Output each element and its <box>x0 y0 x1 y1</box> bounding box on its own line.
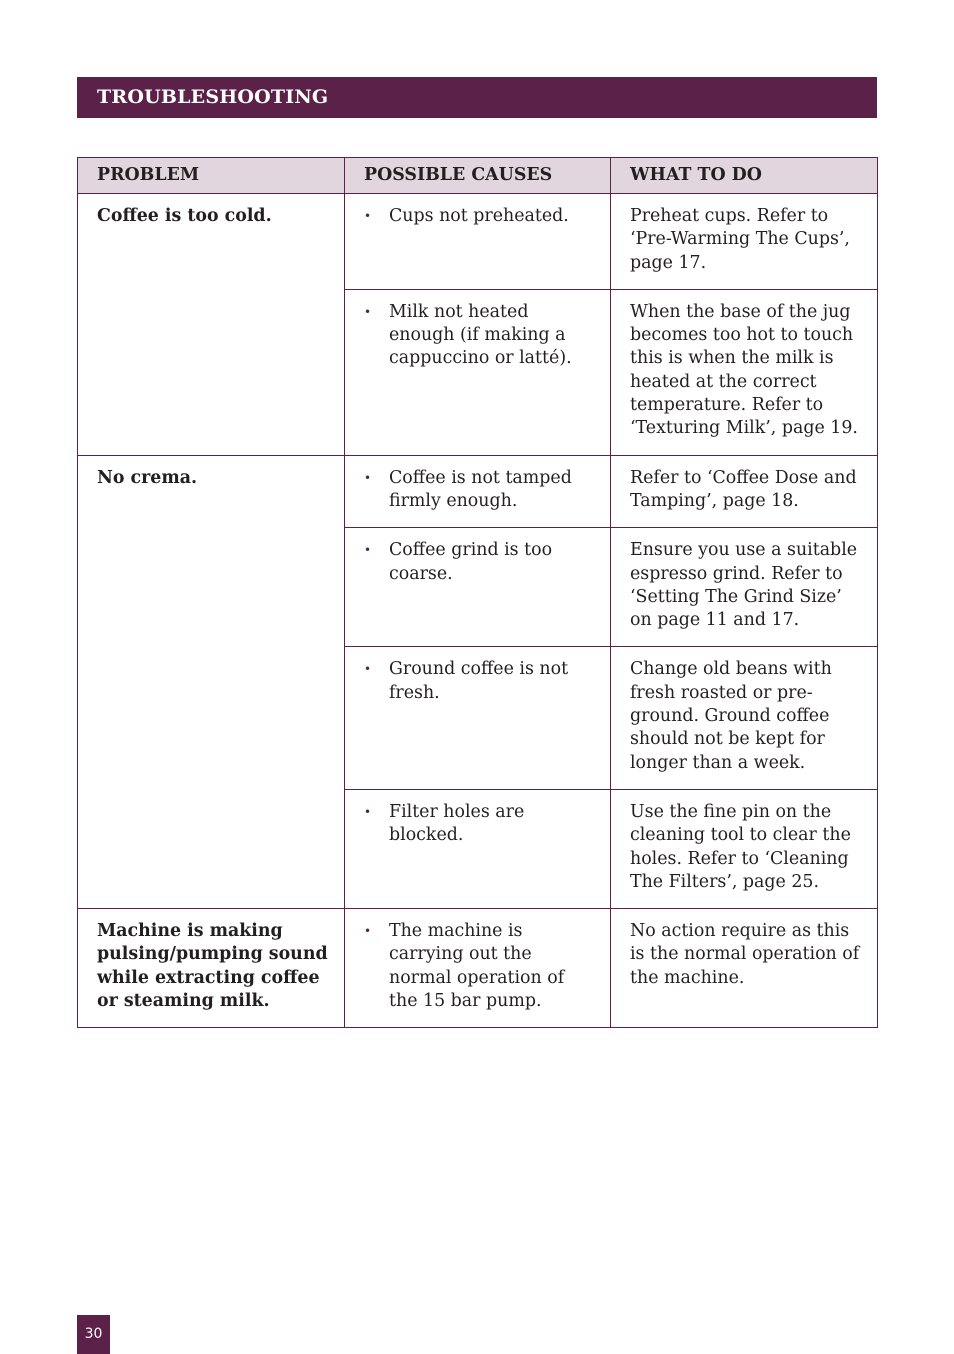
bullet-icon: • <box>364 804 372 819</box>
action-cell: When the base of the jug becomes too hot to touch this is when the milk is heated at the correct temperature. Refer to ‘Texturing Milk’, page 19. <box>611 289 878 455</box>
header-possible-causes: POSSIBLE CAUSES <box>345 158 611 194</box>
problem-cell: Coffee is too cold. <box>78 194 345 456</box>
cause-cell <box>345 289 611 455</box>
cause-text: The machine is carrying out the normal operation of the 15 bar pump. <box>389 921 565 1012</box>
section-title: TROUBLESHOOTING <box>77 77 877 118</box>
cause-text: Milk not heated enough (if making a cappuccino or latté). <box>389 301 572 369</box>
bullet-icon: • <box>364 209 372 223</box>
action-cell: Change old beans with fresh roasted or pre-ground. Ground coffee should not be kept for longer than a week. <box>611 647 878 789</box>
cause-cell <box>345 647 611 789</box>
cause-text: Ground coffee is not fresh. <box>389 659 569 703</box>
action-cell: Refer to ‘Coffee Dose and Tamping’, page 18. <box>611 455 878 528</box>
cause-text: Coffee is not tamped firmly enough. <box>389 467 572 511</box>
cause-text: Cups not preheated. <box>389 206 569 226</box>
bullet-icon: • <box>364 924 372 939</box>
action-cell: Use the fine pin on the cleaning tool to clear the holes. Refer to ‘Cleaning The Filters’, page 25. <box>611 789 878 908</box>
action-cell: Preheat cups. Refer to ‘Pre-Warming The Cups’, page 17. <box>611 194 878 290</box>
table-row <box>78 455 878 528</box>
bullet-icon: • <box>364 304 372 319</box>
troubleshooting-table <box>77 157 878 1028</box>
bullet-icon: • <box>364 662 372 677</box>
table-header-row <box>78 158 878 194</box>
cause-cell <box>345 909 611 1028</box>
cause-cell <box>345 455 611 528</box>
header-problem: PROBLEM <box>78 158 345 194</box>
bullet-icon: • <box>364 543 372 558</box>
cause-cell <box>345 789 611 908</box>
action-cell: No action require as this is the normal operation of the machine. <box>611 909 878 1028</box>
table-row <box>78 909 878 1028</box>
cause-cell <box>345 194 611 290</box>
cause-text: Coffee grind is too coarse. <box>389 540 553 584</box>
bullet-icon: • <box>364 470 372 485</box>
problem-cell: Machine is making pulsing/pumping sound while extracting coffee or steaming milk. <box>78 909 345 1028</box>
header-what-to-do: WHAT TO DO <box>611 158 878 194</box>
table-row <box>78 194 878 290</box>
cause-cell <box>345 528 611 647</box>
page-number: 30 <box>77 1315 110 1354</box>
problem-cell: No crema. <box>78 455 345 908</box>
cause-text: Filter holes are blocked. <box>389 801 525 846</box>
action-cell: Ensure you use a suitable espresso grind. Refer to ‘Setting The Grind Size’ on page 11 and 17. <box>611 528 878 647</box>
